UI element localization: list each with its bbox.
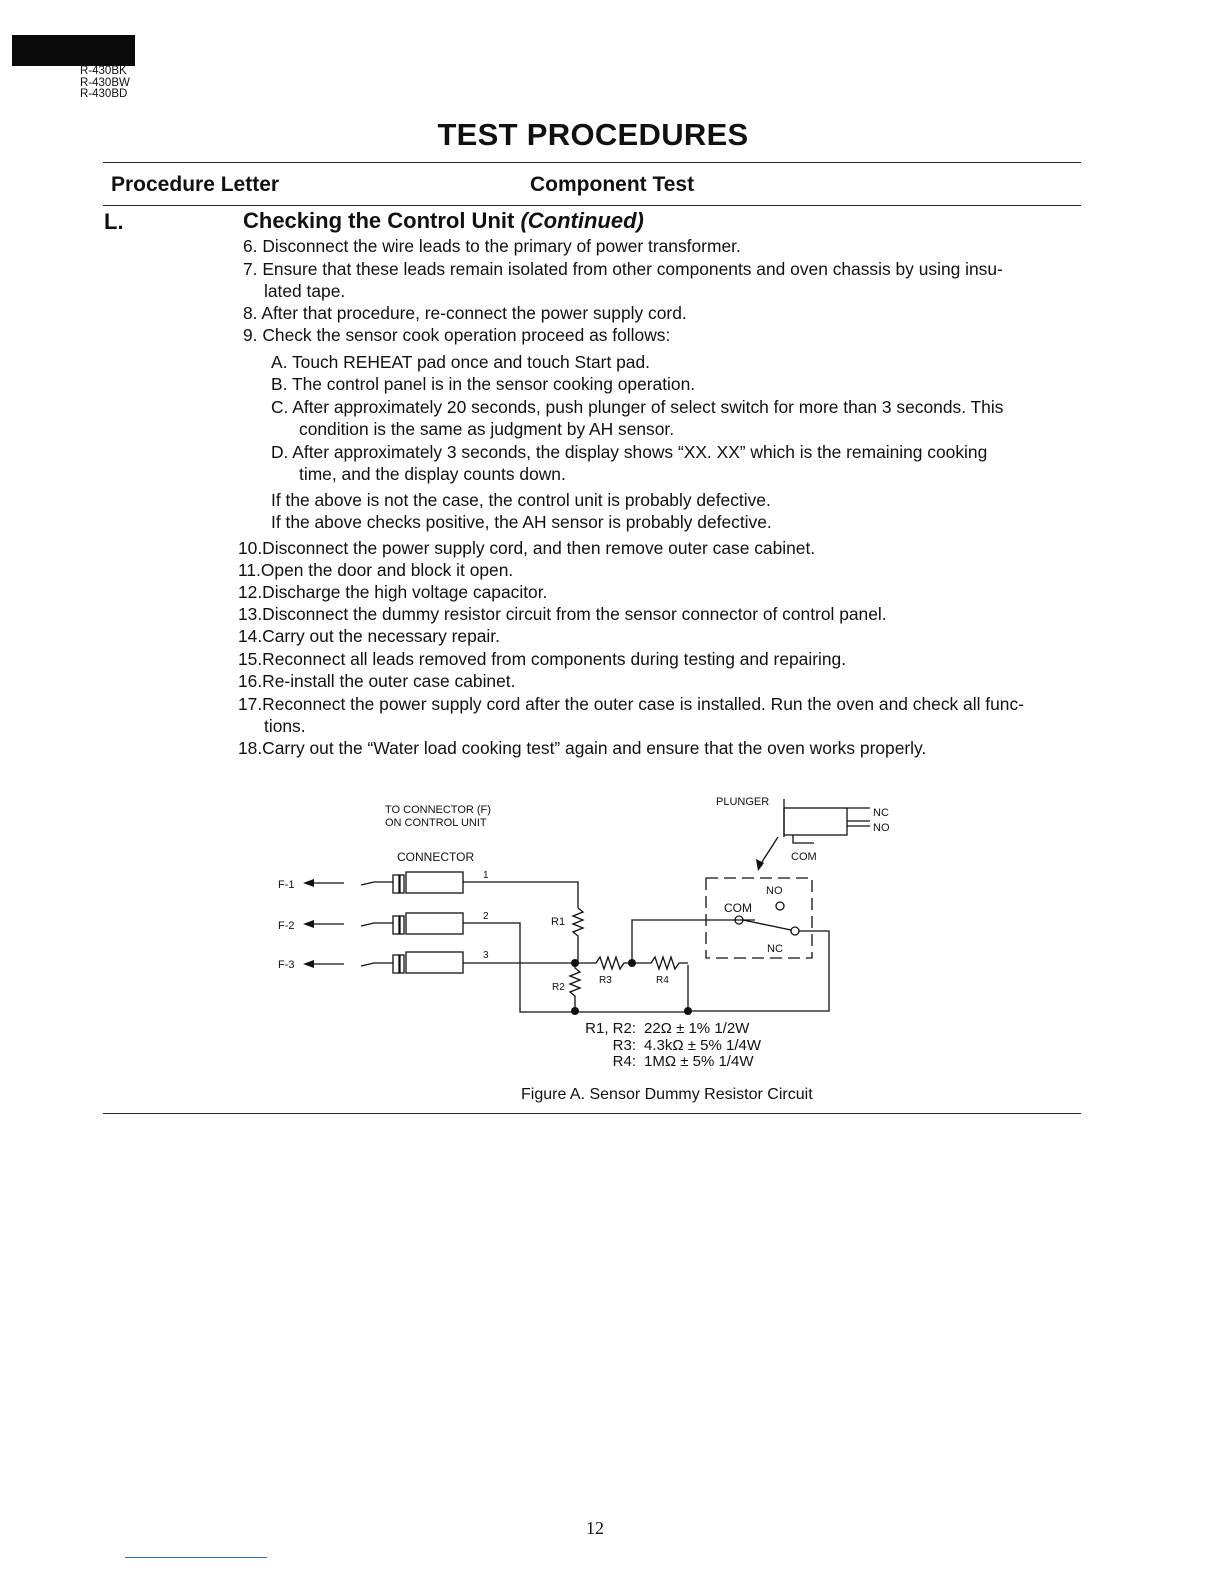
label-com-switch: COM: [724, 901, 752, 915]
footer-rule: [103, 1113, 1081, 1114]
spec-row: [560, 1038, 761, 1055]
note-positive: If the above checks positive, the AH sensor is probably defective.: [271, 512, 772, 532]
pin-2-label: 2: [483, 911, 489, 922]
step-10: 10.Disconnect the power supply cord, and then remove outer case cabinet.: [238, 538, 816, 558]
resistor-specs: [560, 1021, 761, 1071]
substep-d-cont: time, and the display counts down.: [299, 464, 566, 484]
label-r3: R3: [599, 975, 612, 986]
step-11: 11.Open the door and block it open.: [238, 560, 514, 580]
step-12: 12.Discharge the high voltage capacitor.: [238, 582, 548, 602]
step-16: 16.Re-install the outer case cabinet.: [238, 671, 516, 691]
step-17: 17.Reconnect the power supply cord after the outer case is installed. Run the oven and check all func-: [238, 694, 1024, 714]
label-no-top: NO: [873, 822, 890, 834]
spec-value: 1MΩ ± 5% 1/4W: [644, 1053, 754, 1070]
model-number: R-430BW: [80, 76, 130, 89]
column-header-component: Component Test: [530, 173, 695, 196]
substep-c-cont: condition is the same as judgment by AH sensor.: [299, 419, 675, 439]
figure-caption: Figure A. Sensor Dummy Resistor Circuit: [521, 1086, 813, 1103]
model-number: R-430BD: [80, 88, 128, 100]
step-9: 9. Check the sensor cook operation proceed as follows:: [243, 325, 671, 345]
label-on-control-unit: ON CONTROL UNIT: [385, 817, 487, 829]
model-list: [80, 66, 130, 101]
procedure-letter: L.: [104, 209, 124, 234]
header-bottom-rule: [103, 205, 1081, 206]
label-r1: R1: [551, 916, 566, 928]
step-6: 6. Disconnect the wire leads to the primary of power transformer.: [243, 236, 741, 256]
step-13: 13.Disconnect the dummy resistor circuit from the sensor connector of control panel.: [238, 604, 887, 624]
spec-row: [560, 1021, 761, 1038]
spec-row: [560, 1054, 761, 1071]
label-no-switch: NO: [766, 885, 783, 897]
spec-label: R1, R2:: [585, 1020, 636, 1037]
section-title-continued: (Continued): [520, 208, 644, 233]
label-r4: R4: [656, 975, 669, 986]
step-18: 18.Carry out the “Water load cooking test” again and ensure that the oven works properly.: [238, 738, 927, 758]
label-to-connector: TO CONNECTOR (F): [385, 804, 491, 816]
note-not-case: If the above is not the case, the control unit is probably defective.: [271, 490, 771, 510]
step-15: 15.Reconnect all leads removed from components during testing and repairing.: [238, 649, 847, 669]
substep-a: A. Touch REHEAT pad once and touch Start pad.: [271, 352, 650, 372]
step-8: 8. After that procedure, re-connect the power supply cord.: [243, 303, 687, 323]
spec-label: R3:: [612, 1036, 636, 1054]
section-title: [243, 208, 644, 234]
spec-value: 4.3kΩ ± 5% 1/4W: [644, 1036, 761, 1054]
label-nc-top: NC: [873, 807, 889, 819]
pin-3-label: 3: [483, 950, 489, 961]
page-title: TEST PROCEDURES: [437, 117, 749, 152]
step-14: 14.Carry out the necessary repair.: [238, 626, 500, 646]
section-title-text: Checking the Control Unit: [243, 208, 515, 233]
column-header-procedure: Procedure Letter: [111, 173, 280, 196]
label-nc-switch: NC: [767, 943, 783, 955]
spec-label: R4:: [612, 1053, 636, 1070]
step-7-cont: lated tape.: [264, 281, 346, 301]
page-number: 12: [586, 1518, 604, 1538]
substep-c: C. After approximately 20 seconds, push plunger of select switch for more than 3 seconds. This: [271, 397, 1004, 417]
substep-d: D. After approximately 3 seconds, the display shows “XX. XX” which is the remaining cooking: [271, 442, 988, 462]
spec-value: 22Ω ± 1% 1/2W: [644, 1020, 750, 1037]
model-number: R-430BK: [80, 65, 127, 77]
label-connector: CONNECTOR: [397, 850, 475, 864]
label-f3: F-3: [278, 959, 295, 971]
header-top-rule: [103, 162, 1081, 163]
step-7: 7. Ensure that these leads remain isolated from other components and oven chassis by using insu-: [243, 259, 1003, 279]
label-f2: F-2: [278, 920, 295, 932]
label-plunger: PLUNGER: [716, 796, 770, 808]
bottom-link-line: [125, 1557, 267, 1558]
substep-b: B. The control panel is in the sensor cooking operation.: [271, 374, 696, 394]
label-r2: R2: [552, 982, 565, 993]
pin-1-label: 1: [483, 870, 489, 881]
label-com-top: COM: [791, 851, 817, 863]
black-corner-tab: [12, 35, 135, 66]
step-17-cont: tions.: [264, 716, 306, 736]
label-f1: F-1: [278, 879, 295, 891]
